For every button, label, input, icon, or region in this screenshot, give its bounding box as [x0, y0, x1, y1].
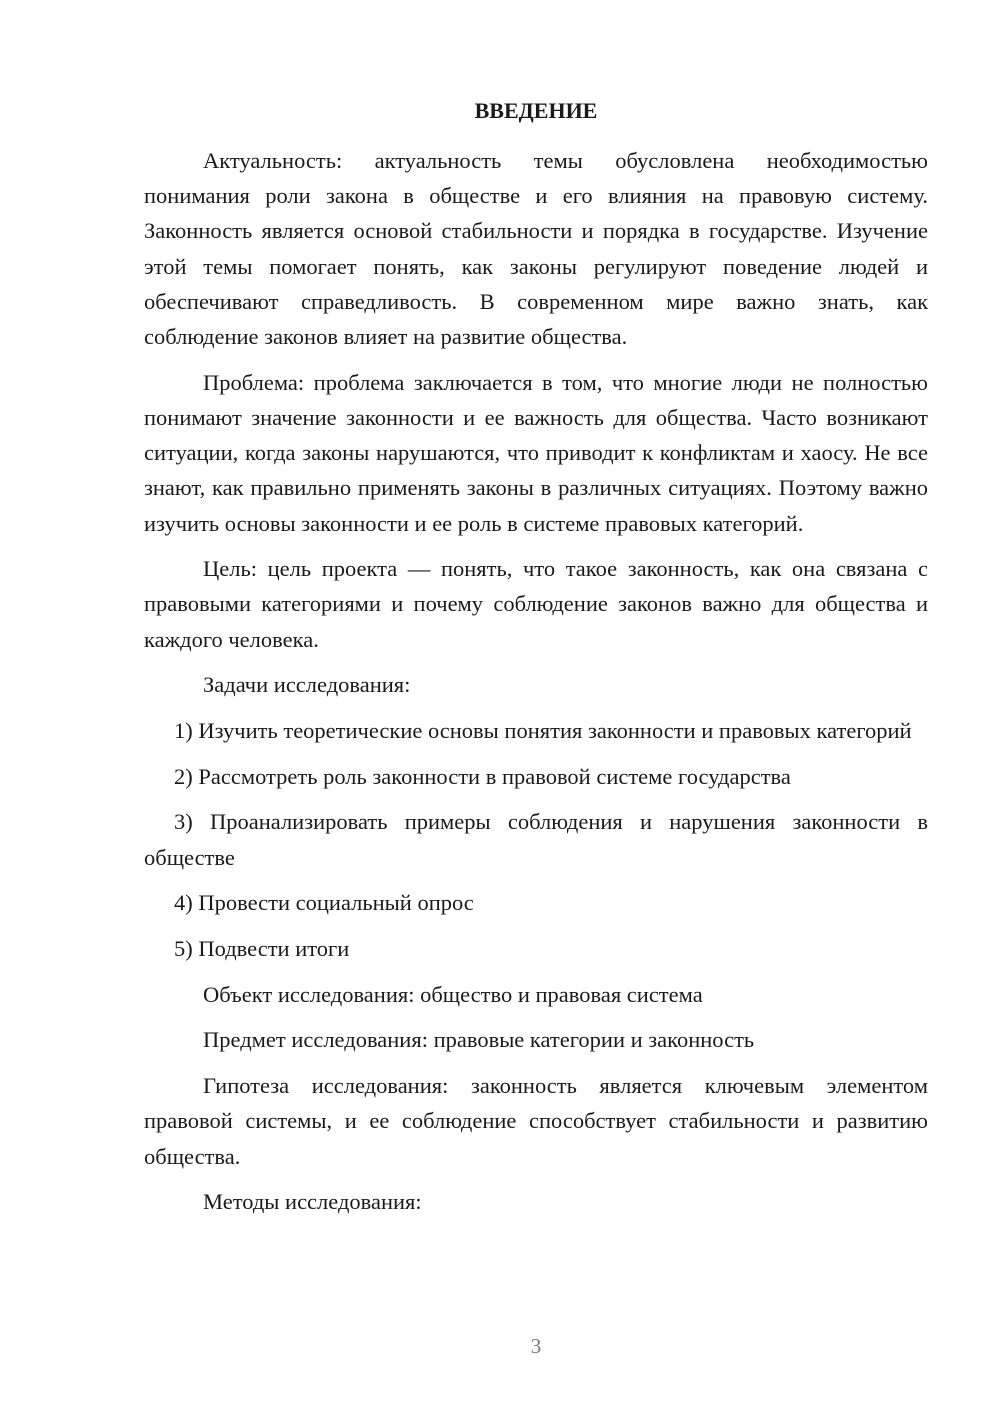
methods-heading: Методы исследования: — [203, 1189, 422, 1215]
task-item-4: 4) Провести социальный опрос — [174, 890, 474, 916]
page-number: 3 — [530, 1334, 542, 1358]
research-hypothesis: Гипотеза исследования: законность является ключевым элементом правовой системы, и ее соблюдение способствует стабильности и развитию общества. — [144, 1073, 928, 1169]
task-item-3: 3) Проанализировать примеры соблюдения и нарушения законности в обществе — [144, 809, 928, 870]
research-object: Объект исследования: общество и правовая система — [203, 981, 703, 1007]
paragraph-relevance: Актуальность: актуальность темы обусловлена необходимостью понимания роли закона в обществе и его влияния на правовую систему. Законность является основой стабильности и порядка в государстве. Изучение этой темы помогает понять, как законы регулируют поведение людей и обеспечивают справедливость. В современном мире важно знать, как соблюдение законов влияет на развитие общества. — [144, 148, 928, 350]
tasks-heading: Задачи исследования: — [203, 672, 411, 698]
body-text — [144, 143, 928, 1230]
research-subject: Предмет исследования: правовые категории и законность — [203, 1027, 755, 1053]
task-item-2: 2) Рассмотреть роль законности в правовой системе государства — [174, 763, 791, 789]
paragraph-goal: Цель: цель проекта — понять, что такое законность, как она связана с правовыми категориями и почему соблюдение законов важно для общества и каждого человека. — [144, 556, 928, 652]
task-item-5: 5) Подвести итоги — [174, 936, 350, 962]
section-title: ВВЕДЕНИЕ — [474, 98, 598, 123]
task-item-1: 1) Изучить теоретические основы понятия законности и правовых категорий — [174, 718, 912, 744]
paragraph-problem: Проблема: проблема заключается в том, что многие люди не полностью понимают значение законности и ее важность для общества. Часто возникают ситуации, когда законы нарушаются, что приводит к конфликтам и хаосу. Не все знают, как правильно применять законы в различных ситуациях. Поэтому важно изучить основы законности и ее роль в системе правовых категорий. — [144, 369, 928, 536]
